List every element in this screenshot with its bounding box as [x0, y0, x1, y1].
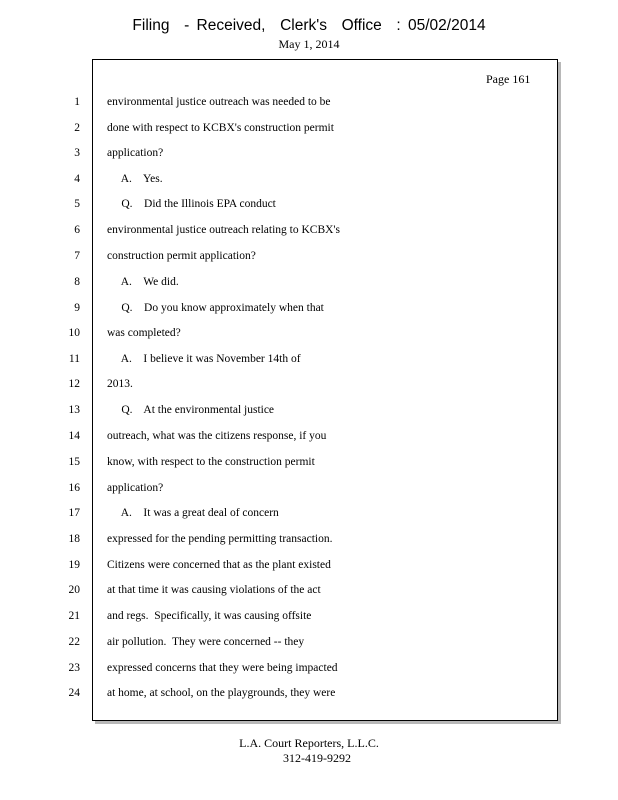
court-reporter-name: L.A. Court Reporters, L.L.C. [239, 736, 379, 750]
line-text: A. I believe it was November 14th of [107, 353, 301, 365]
line-number: 20 [68, 584, 80, 596]
line-number: 16 [68, 482, 80, 494]
line-text: Q. Do you know approximately when that [107, 302, 324, 314]
line-text: environmental justice outreach was needed to be [107, 96, 331, 108]
line-text: construction permit application? [107, 250, 256, 262]
line-number: 5 [74, 198, 80, 210]
line-number: 8 [74, 276, 80, 288]
line-number: 21 [68, 610, 80, 622]
line-number: 4 [74, 173, 80, 185]
line-number: 9 [74, 302, 80, 314]
line-text: A. Yes. [107, 173, 163, 185]
transcript-date: May 1, 2014 [278, 37, 340, 51]
line-text: environmental justice outreach relating to KCBX's [107, 224, 340, 236]
line-text: done with respect to KCBX's construction permit [107, 122, 334, 134]
line-text: and regs. Specifically, it was causing offsite [107, 610, 312, 622]
line-text: at that time it was causing violations of the act [107, 584, 321, 596]
line-number: 1 [74, 96, 80, 108]
line-number: 12 [68, 378, 80, 390]
line-text: at home, at school, on the playgrounds, they were [107, 687, 336, 699]
line-number: 15 [68, 456, 80, 468]
line-text: air pollution. They were concerned -- they [107, 636, 305, 648]
line-text: Q. At the environmental justice [107, 404, 275, 416]
line-number: 11 [68, 353, 80, 365]
line-number: 10 [68, 327, 80, 339]
line-text: application? [107, 482, 164, 494]
line-number: 19 [68, 559, 80, 571]
line-number: 2 [74, 122, 80, 134]
line-number: 17 [68, 507, 80, 519]
line-number: 22 [68, 636, 80, 648]
filing-stamp: Filing - Received, Clerk's Office : 05/02/2014 [132, 17, 486, 34]
line-number: 18 [68, 533, 80, 545]
line-text: Q. Did the Illinois EPA conduct [107, 198, 276, 210]
court-reporter-phone: 312-419-9292 [283, 751, 351, 765]
line-text: expressed concerns that they were being impacted [107, 662, 338, 674]
line-number: 23 [68, 662, 80, 674]
line-number: 14 [68, 430, 80, 442]
line-text: application? [107, 147, 164, 159]
line-text: outreach, what was the citizens response, if you [107, 430, 327, 442]
line-number: 6 [74, 224, 80, 236]
line-text: A. It was a great deal of concern [107, 507, 279, 519]
line-number: 7 [74, 250, 80, 262]
page-number: Page 161 [486, 72, 531, 86]
line-text: know, with respect to the construction permit [107, 456, 315, 468]
line-text: was completed? [107, 327, 181, 339]
line-text: Citizens were concerned that as the plant existed [107, 559, 331, 571]
line-text: 2013. [107, 378, 133, 390]
line-number: 24 [68, 687, 80, 699]
line-number: 13 [68, 404, 80, 416]
line-text: A. We did. [107, 276, 179, 288]
line-number: 3 [74, 147, 80, 159]
line-text: expressed for the pending permitting transaction. [107, 533, 333, 545]
